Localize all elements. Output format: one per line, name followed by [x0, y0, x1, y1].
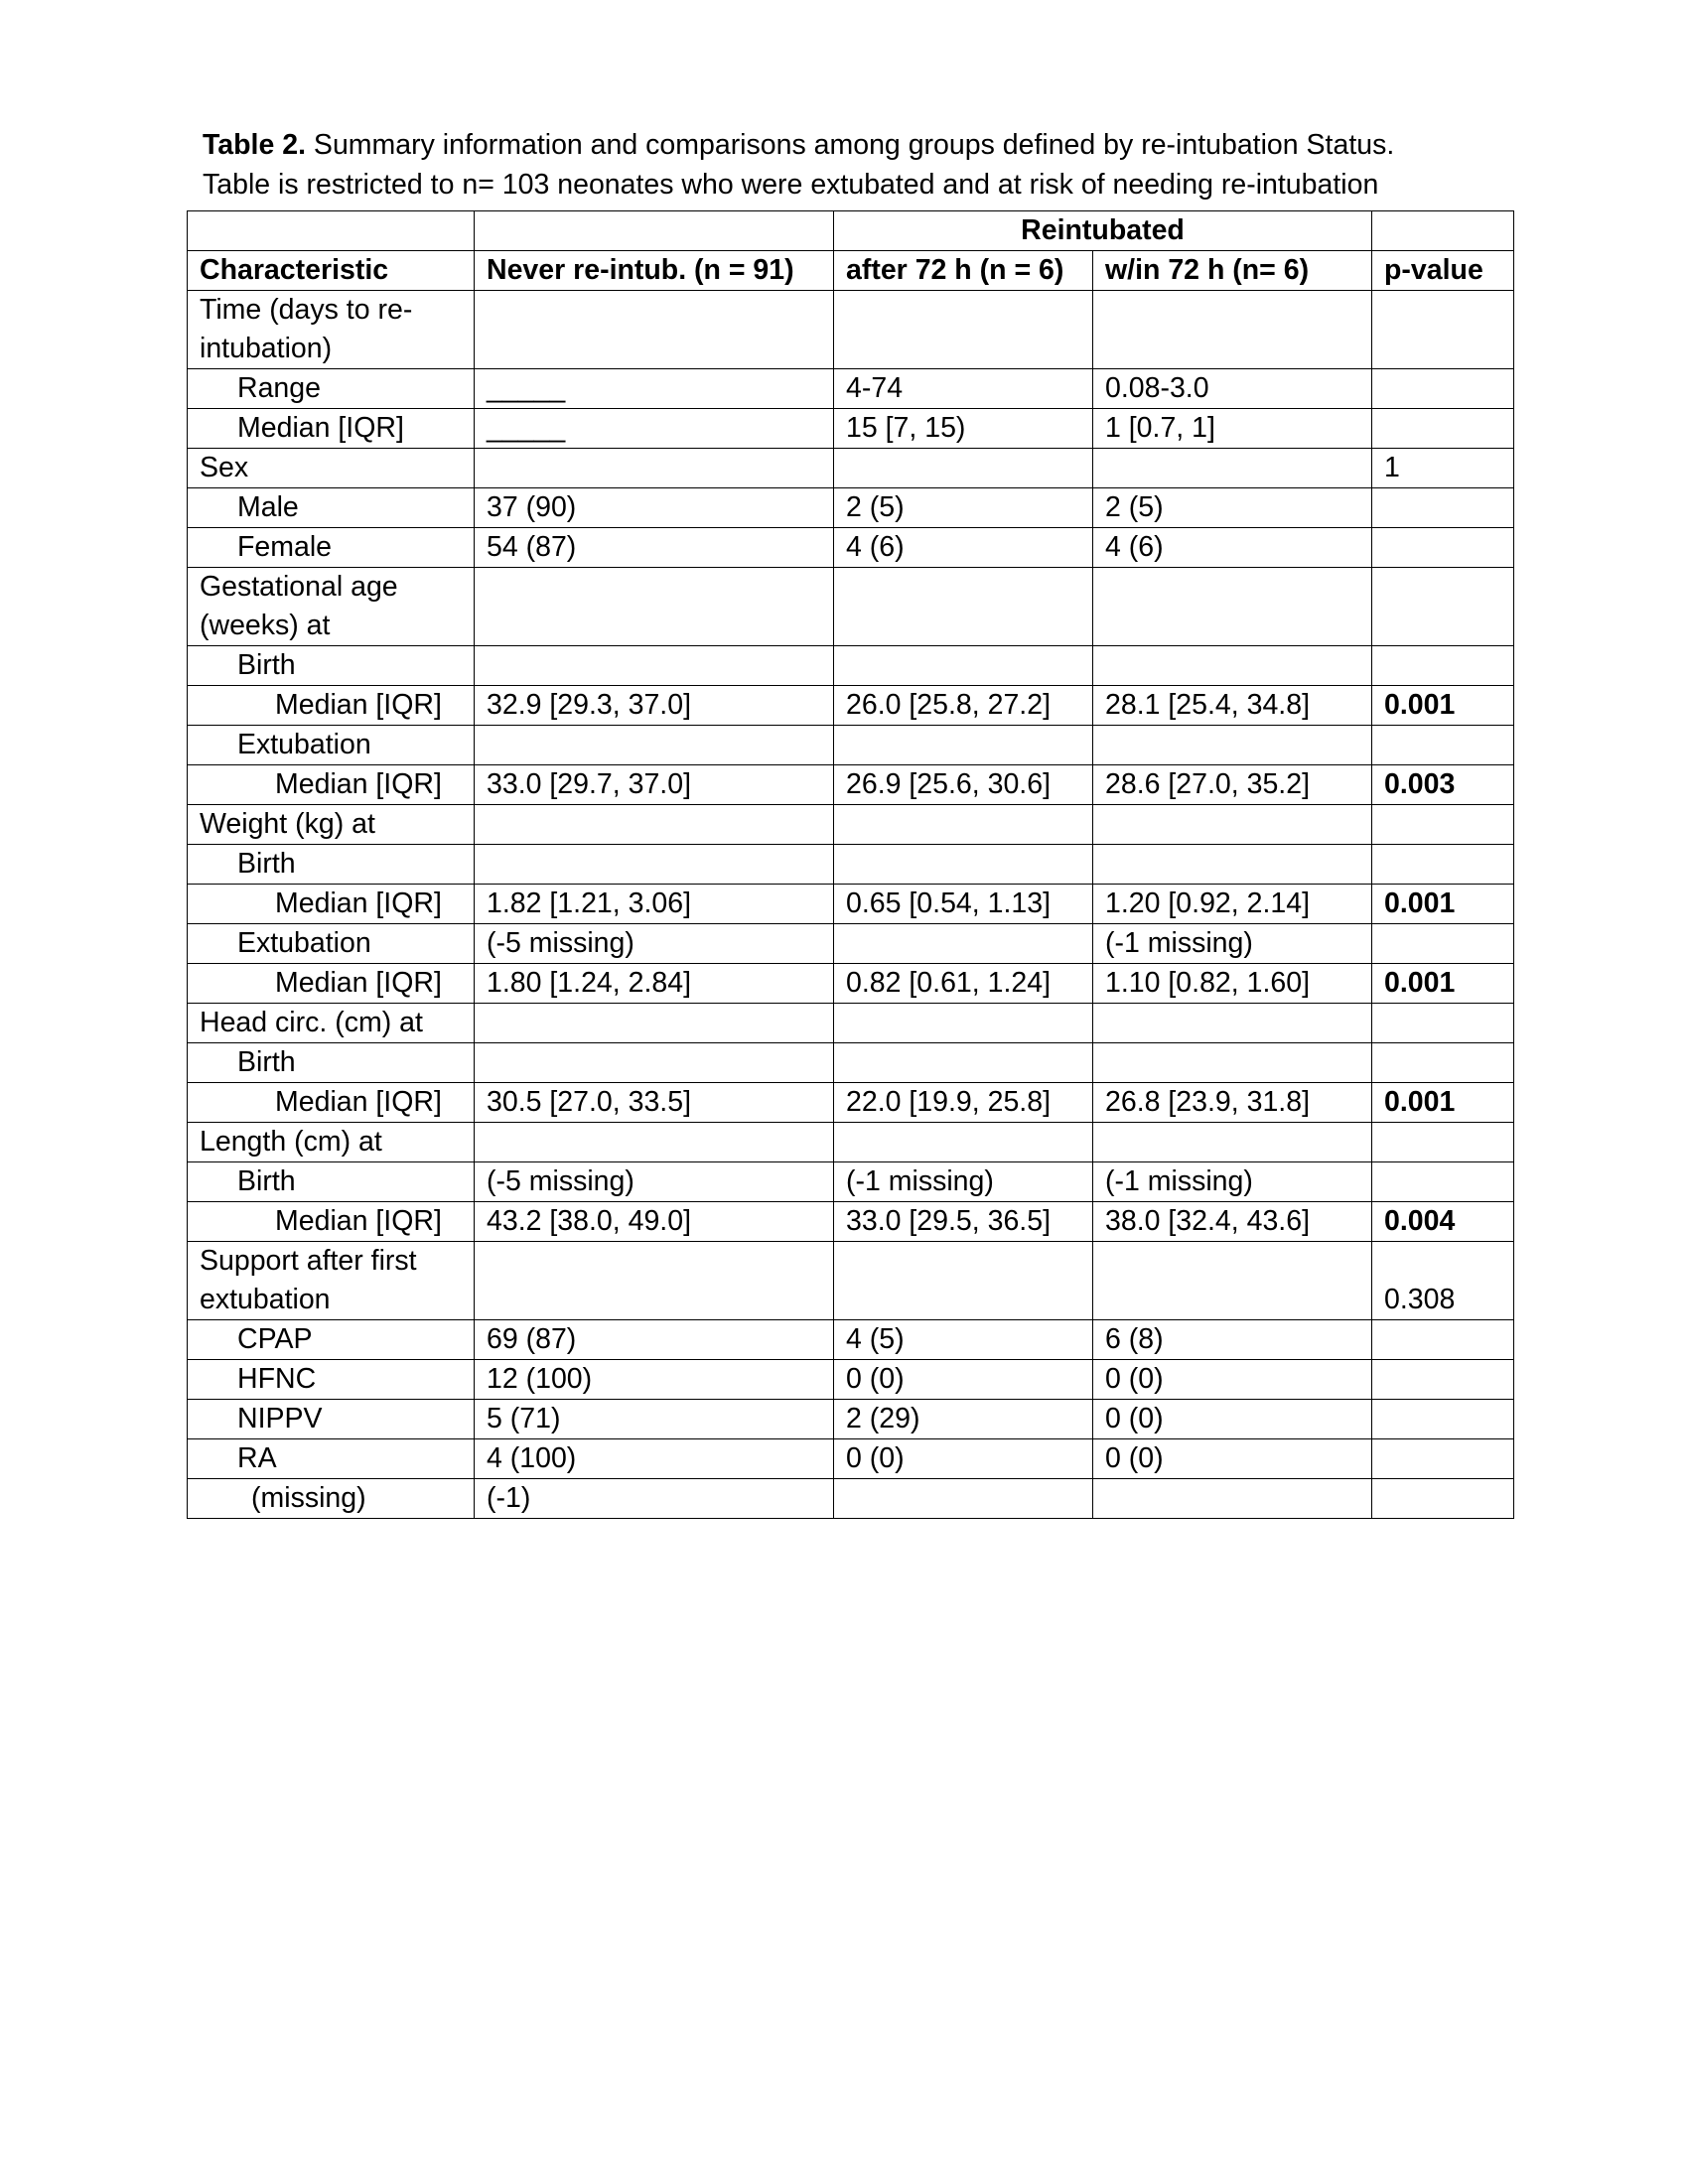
row-label-cell: Time (days to re-intubation)	[188, 291, 475, 369]
table-row	[188, 646, 1514, 686]
within-72h-cell: 38.0 [32.4, 43.6]	[1093, 1202, 1372, 1242]
caption-label: Table 2.	[203, 129, 307, 161]
within-72h-cell: 1.20 [0.92, 2.14]	[1093, 885, 1372, 924]
p-value-cell	[1372, 488, 1514, 528]
row-label-cell: Range	[188, 369, 475, 409]
table-row	[188, 805, 1514, 845]
after-72h-cell: 0 (0)	[834, 1360, 1093, 1400]
never-reintubated-cell: 54 (87)	[475, 528, 834, 568]
p-value-cell	[1372, 1360, 1514, 1400]
row-label-cell: Head circ. (cm) at	[188, 1004, 475, 1043]
never-reintubated-cell	[475, 1123, 834, 1162]
within-72h-cell	[1093, 1479, 1372, 1519]
never-reintubated-cell: 1.80 [1.24, 2.84]	[475, 964, 834, 1004]
p-value-cell	[1372, 528, 1514, 568]
p-value-cell	[1372, 1043, 1514, 1083]
after-72h-cell: 26.0 [25.8, 27.2]	[834, 686, 1093, 726]
table-row	[188, 409, 1514, 449]
after-72h-cell: (-1 missing)	[834, 1162, 1093, 1202]
caption-line-1	[203, 125, 1533, 165]
after-72h-cell: 4 (6)	[834, 528, 1093, 568]
never-reintubated-cell: 30.5 [27.0, 33.5]	[475, 1083, 834, 1123]
table-row	[188, 1479, 1514, 1519]
within-72h-cell: 0 (0)	[1093, 1439, 1372, 1479]
p-value-cell	[1372, 1162, 1514, 1202]
never-reintubated-cell: 12 (100)	[475, 1360, 834, 1400]
caption-text-1: Summary information and comparisons among groups defined by re-intubation Status.	[306, 129, 1395, 161]
never-reintubated-cell: (-5 missing)	[475, 1162, 834, 1202]
header-group-row	[188, 211, 1514, 251]
row-label-cell: Extubation	[188, 924, 475, 964]
table-row	[188, 1004, 1514, 1043]
within-72h-cell: 4 (6)	[1093, 528, 1372, 568]
table-row	[188, 568, 1514, 646]
within-72h-cell	[1093, 1043, 1372, 1083]
row-label-cell: RA	[188, 1439, 475, 1479]
after-72h-cell: 15 [7, 15)	[834, 409, 1093, 449]
after-72h-cell: 22.0 [19.9, 25.8]	[834, 1083, 1093, 1123]
p-value-cell	[1372, 1400, 1514, 1439]
within-72h-cell	[1093, 805, 1372, 845]
after-72h-cell	[834, 924, 1093, 964]
p-value-cell	[1372, 1123, 1514, 1162]
within-72h-cell	[1093, 1242, 1372, 1320]
row-label-cell: Birth	[188, 646, 475, 686]
table-row	[188, 686, 1514, 726]
summary-table	[187, 210, 1514, 1519]
never-reintubated-cell: 69 (87)	[475, 1320, 834, 1360]
row-label-cell: Median [IQR]	[188, 964, 475, 1004]
after-72h-cell	[834, 845, 1093, 885]
table-row	[188, 528, 1514, 568]
never-reintubated-cell: 4 (100)	[475, 1439, 834, 1479]
row-label-cell: Median [IQR]	[188, 1202, 475, 1242]
never-reintubated-cell: (-1)	[475, 1479, 834, 1519]
table-row	[188, 885, 1514, 924]
row-label-cell: Median [IQR]	[188, 686, 475, 726]
table-row	[188, 964, 1514, 1004]
reintubated-group-header: Reintubated	[834, 211, 1372, 251]
after-72h-cell: 4-74	[834, 369, 1093, 409]
table-row	[188, 1202, 1514, 1242]
never-reintubated-cell	[475, 845, 834, 885]
within-72h-cell	[1093, 568, 1372, 646]
table-body	[188, 291, 1514, 1519]
within-72h-cell: 28.6 [27.0, 35.2]	[1093, 765, 1372, 805]
row-label-cell: (missing)	[188, 1479, 475, 1519]
header-within-72h: w/in 72 h (n= 6)	[1093, 251, 1372, 291]
p-value-cell	[1372, 369, 1514, 409]
within-72h-cell: 0 (0)	[1093, 1360, 1372, 1400]
never-reintubated-cell: 33.0 [29.7, 37.0]	[475, 765, 834, 805]
within-72h-cell: 28.1 [25.4, 34.8]	[1093, 686, 1372, 726]
within-72h-cell	[1093, 845, 1372, 885]
after-72h-cell: 2 (5)	[834, 488, 1093, 528]
row-label-cell: Median [IQR]	[188, 409, 475, 449]
never-reintubated-cell	[475, 1004, 834, 1043]
p-value-cell	[1372, 845, 1514, 885]
never-reintubated-cell: _____	[475, 409, 834, 449]
never-reintubated-cell: 5 (71)	[475, 1400, 834, 1439]
table-row	[188, 291, 1514, 369]
header-never-reintubated: Never re-intub. (n = 91)	[475, 251, 834, 291]
table-row	[188, 845, 1514, 885]
table-row	[188, 488, 1514, 528]
p-value-cell	[1372, 1004, 1514, 1043]
never-reintubated-cell	[475, 646, 834, 686]
row-label-cell: Sex	[188, 449, 475, 488]
table-row	[188, 1083, 1514, 1123]
within-72h-cell	[1093, 1123, 1372, 1162]
never-reintubated-cell: 32.9 [29.3, 37.0]	[475, 686, 834, 726]
never-reintubated-cell	[475, 291, 834, 369]
header-empty-cell	[1372, 211, 1514, 251]
after-72h-cell: 0.65 [0.54, 1.13]	[834, 885, 1093, 924]
row-label-cell: Birth	[188, 845, 475, 885]
within-72h-cell: 0 (0)	[1093, 1400, 1372, 1439]
within-72h-cell	[1093, 449, 1372, 488]
p-value-cell: 1	[1372, 449, 1514, 488]
after-72h-cell	[834, 449, 1093, 488]
within-72h-cell: 1.10 [0.82, 1.60]	[1093, 964, 1372, 1004]
caption-line-2: Table is restricted to n= 103 neonates who were extubated and at risk of needing re-intubation	[203, 169, 1379, 201]
p-value-cell	[1372, 726, 1514, 765]
after-72h-cell	[834, 1004, 1093, 1043]
after-72h-cell	[834, 1479, 1093, 1519]
table-row	[188, 449, 1514, 488]
p-value-cell: 0.001	[1372, 964, 1514, 1004]
table-row	[188, 1360, 1514, 1400]
row-label-cell: Birth	[188, 1043, 475, 1083]
row-label-cell: Median [IQR]	[188, 765, 475, 805]
never-reintubated-cell: 37 (90)	[475, 488, 834, 528]
row-label-cell: NIPPV	[188, 1400, 475, 1439]
within-72h-cell: 26.8 [23.9, 31.8]	[1093, 1083, 1372, 1123]
p-value-cell	[1372, 568, 1514, 646]
p-value-cell: 0.004	[1372, 1202, 1514, 1242]
p-value-cell: 0.003	[1372, 765, 1514, 805]
never-reintubated-cell	[475, 1242, 834, 1320]
p-value-cell: 0.001	[1372, 1083, 1514, 1123]
after-72h-cell	[834, 726, 1093, 765]
never-reintubated-cell	[475, 568, 834, 646]
within-72h-cell: 2 (5)	[1093, 488, 1372, 528]
row-label-cell: HFNC	[188, 1360, 475, 1400]
p-value-cell	[1372, 291, 1514, 369]
never-reintubated-cell: (-5 missing)	[475, 924, 834, 964]
never-reintubated-cell	[475, 449, 834, 488]
after-72h-cell	[834, 805, 1093, 845]
within-72h-cell	[1093, 1004, 1372, 1043]
after-72h-cell	[834, 568, 1093, 646]
within-72h-cell: 1 [0.7, 1]	[1093, 409, 1372, 449]
after-72h-cell: 33.0 [29.5, 36.5]	[834, 1202, 1093, 1242]
table-row	[188, 1123, 1514, 1162]
after-72h-cell: 4 (5)	[834, 1320, 1093, 1360]
p-value-cell: 0.308	[1372, 1242, 1514, 1320]
never-reintubated-cell: _____	[475, 369, 834, 409]
table-row	[188, 765, 1514, 805]
row-label-cell: Median [IQR]	[188, 1083, 475, 1123]
table-row	[188, 1162, 1514, 1202]
header-p-value: p-value	[1372, 251, 1514, 291]
within-72h-cell	[1093, 726, 1372, 765]
table-row	[188, 1043, 1514, 1083]
never-reintubated-cell	[475, 805, 834, 845]
p-value-cell	[1372, 409, 1514, 449]
table-row	[188, 924, 1514, 964]
p-value-cell	[1372, 805, 1514, 845]
after-72h-cell: 26.9 [25.6, 30.6]	[834, 765, 1093, 805]
p-value-cell	[1372, 646, 1514, 686]
within-72h-cell: (-1 missing)	[1093, 924, 1372, 964]
header-empty-cell	[475, 211, 834, 251]
p-value-cell: 0.001	[1372, 885, 1514, 924]
p-value-cell	[1372, 1320, 1514, 1360]
row-label-cell: Gestational age (weeks) at	[188, 568, 475, 646]
p-value-cell: 0.001	[1372, 686, 1514, 726]
after-72h-cell: 2 (29)	[834, 1400, 1093, 1439]
row-label-cell: Median [IQR]	[188, 885, 475, 924]
after-72h-cell: 0 (0)	[834, 1439, 1093, 1479]
row-label-cell: Birth	[188, 1162, 475, 1202]
header-characteristic: Characteristic	[188, 251, 475, 291]
header-empty-cell	[188, 211, 475, 251]
never-reintubated-cell: 43.2 [38.0, 49.0]	[475, 1202, 834, 1242]
after-72h-cell	[834, 1043, 1093, 1083]
row-label-cell: Extubation	[188, 726, 475, 765]
row-label-cell: Weight (kg) at	[188, 805, 475, 845]
row-label-cell: Support after first extubation	[188, 1242, 475, 1320]
within-72h-cell: 0.08-3.0	[1093, 369, 1372, 409]
after-72h-cell	[834, 1242, 1093, 1320]
p-value-cell	[1372, 924, 1514, 964]
within-72h-cell	[1093, 646, 1372, 686]
header-row	[188, 251, 1514, 291]
after-72h-cell	[834, 646, 1093, 686]
never-reintubated-cell	[475, 726, 834, 765]
table-row	[188, 369, 1514, 409]
header-after-72h: after 72 h (n = 6)	[834, 251, 1093, 291]
after-72h-cell: 0.82 [0.61, 1.24]	[834, 964, 1093, 1004]
p-value-cell	[1372, 1479, 1514, 1519]
table-row	[188, 1242, 1514, 1320]
table-row	[188, 1439, 1514, 1479]
after-72h-cell	[834, 1123, 1093, 1162]
table-row	[188, 1320, 1514, 1360]
row-label-cell: Female	[188, 528, 475, 568]
never-reintubated-cell: 1.82 [1.21, 3.06]	[475, 885, 834, 924]
table-caption	[203, 125, 1533, 205]
p-value-cell	[1372, 1439, 1514, 1479]
row-label-cell: CPAP	[188, 1320, 475, 1360]
within-72h-cell: (-1 missing)	[1093, 1162, 1372, 1202]
within-72h-cell: 6 (8)	[1093, 1320, 1372, 1360]
within-72h-cell	[1093, 291, 1372, 369]
after-72h-cell	[834, 291, 1093, 369]
row-label-cell: Male	[188, 488, 475, 528]
table-row	[188, 1400, 1514, 1439]
row-label-cell: Length (cm) at	[188, 1123, 475, 1162]
table-row	[188, 726, 1514, 765]
never-reintubated-cell	[475, 1043, 834, 1083]
